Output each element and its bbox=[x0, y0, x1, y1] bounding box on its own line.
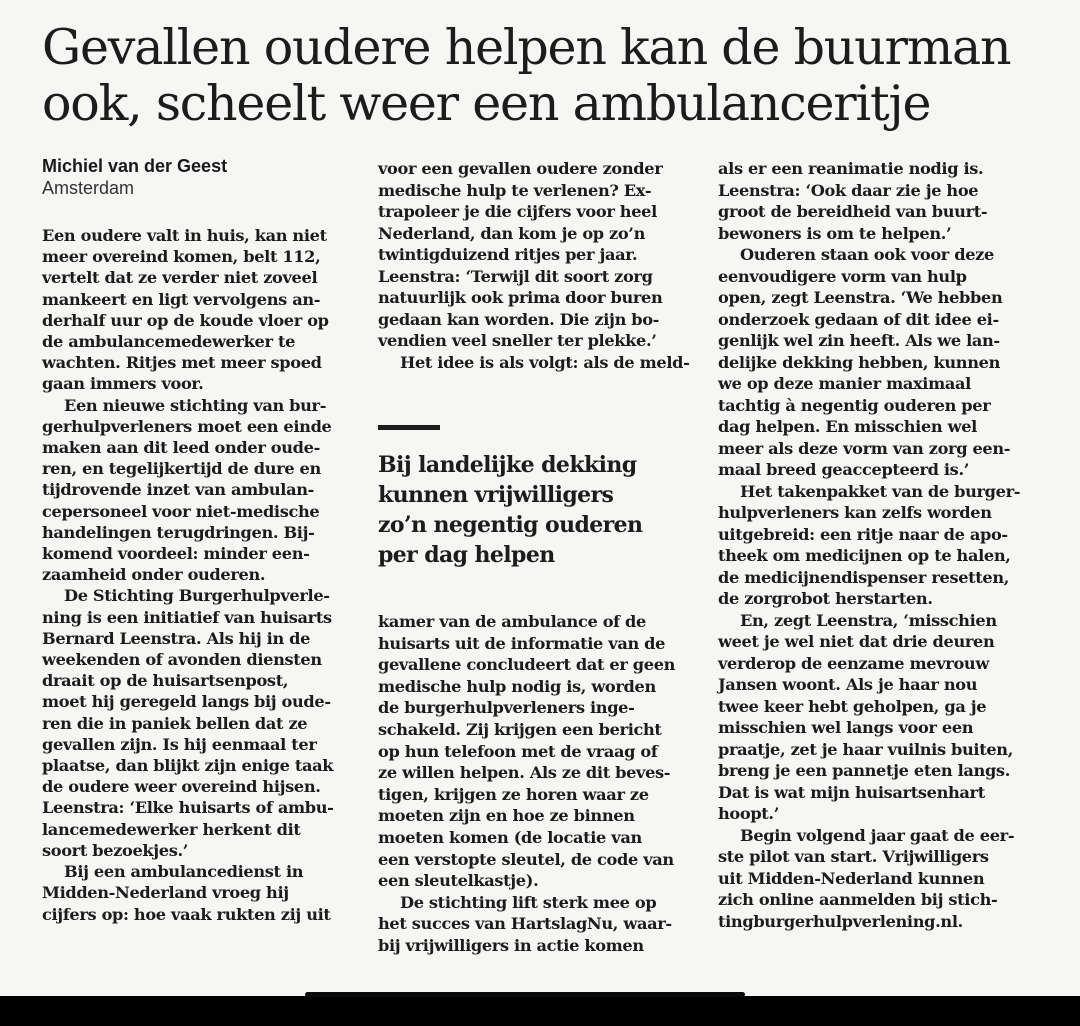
text-line: hoopt.’ bbox=[718, 804, 779, 823]
text-line: huisarts uit de informatie van de bbox=[378, 633, 666, 653]
text-line: trapoleer je die cijfers voor heel bbox=[378, 202, 657, 221]
text-line: twintigduizend ritjes per jaar. bbox=[378, 245, 638, 264]
text-line: kamer van de ambulance of de bbox=[378, 612, 646, 631]
text-line: Leenstra: ‘Ook daar zie je hoe bbox=[718, 180, 979, 200]
text-line: tigen, krijgen ze horen waar ze bbox=[378, 784, 649, 804]
text-line: gedaan kan worden. Die zijn bo- bbox=[378, 309, 660, 329]
headline-line: ook, scheelt weer een ambulanceritje bbox=[42, 75, 931, 132]
pull-quote-line: per dag helpen bbox=[378, 542, 555, 568]
text-line: de ambulancemedewerker te bbox=[42, 332, 296, 352]
text-line: De Stichting Burgerhulpverle- bbox=[64, 586, 330, 606]
text-line: Nederland, dan kom je op zo’n bbox=[378, 223, 646, 243]
headline-line: Gevallen oudere helpen kan de buurman bbox=[42, 19, 1011, 76]
text-line: natuurlijk ook prima door buren bbox=[378, 288, 663, 307]
text-line: Midden-Nederland vroeg hij bbox=[42, 883, 289, 903]
text-line: meer als deze vorm van zorg een- bbox=[718, 438, 1011, 458]
text-line: eenvoudigere vorm van hulp bbox=[718, 266, 967, 286]
text-line: komend voordeel: minder een- bbox=[42, 544, 310, 564]
text-line: tijdrovende inzet van ambulan- bbox=[42, 480, 315, 500]
text-line: de zorgrobot herstarten. bbox=[718, 589, 933, 608]
column-2-lower bbox=[378, 611, 688, 957]
column-2 bbox=[378, 158, 688, 373]
column-3-body bbox=[718, 158, 1028, 932]
text-line: Het takenpakket van de burger- bbox=[740, 481, 1021, 501]
text-line: Bij een ambulancedienst in bbox=[64, 862, 304, 882]
text-line: draait op de huisartsenpost, bbox=[42, 671, 289, 691]
text-line: plaatse, dan blijkt zijn enige taak bbox=[42, 756, 334, 776]
text-line: meer overeind komen, belt 112, bbox=[42, 247, 321, 267]
text-line: moet hij geregeld langs bij oude- bbox=[42, 692, 331, 712]
text-line: maal breed geaccepteerd is.’ bbox=[718, 460, 970, 479]
text-line: de burgerhulpverleners inge- bbox=[378, 698, 635, 718]
home-indicator[interactable] bbox=[305, 992, 745, 997]
text-line: het succes van HartslagNu, waar- bbox=[378, 914, 672, 934]
text-line: vendien veel sneller ter plekke.’ bbox=[378, 331, 657, 350]
text-line: Dat is wat mijn huisartsenhart bbox=[718, 782, 985, 802]
text-line: maken aan dit leed onder oude- bbox=[42, 438, 320, 458]
text-line: hulpverleners kan zelfs worden bbox=[718, 503, 992, 522]
text-line: tingburgerhulpverlening.nl. bbox=[718, 911, 963, 931]
text-line: misschien wel langs voor een bbox=[718, 718, 974, 737]
text-line: een sleutelkastje). bbox=[378, 871, 539, 891]
text-line: moeten komen (de locatie van bbox=[378, 827, 642, 847]
text-line: breng je een pannetje eten langs. bbox=[718, 761, 1010, 780]
text-line: ze willen helpen. Als ze dit beves- bbox=[378, 763, 671, 783]
pull-quote bbox=[378, 425, 688, 570]
text-line: delijke dekking hebben, kunnen bbox=[718, 352, 1000, 372]
text-line: ren, en tegelijkertijd de dure en bbox=[42, 459, 321, 479]
text-line: ning is een initiatief van huisarts bbox=[42, 607, 332, 627]
text-line: gerhulpverleners moet een einde bbox=[42, 416, 332, 436]
text-line: vertelt dat ze verder niet zoveel bbox=[42, 268, 318, 288]
author-name: Michiel van der Geest bbox=[42, 156, 228, 176]
author-location: Amsterdam bbox=[42, 178, 135, 198]
text-line: uitgebreid: een ritje naar de apo- bbox=[718, 524, 1008, 544]
text-line: weet je wel niet dat drie deuren bbox=[718, 632, 995, 651]
text-line: mankeert en ligt vervolgens an- bbox=[42, 289, 321, 309]
text-line: twee keer hebt geholpen, ga je bbox=[718, 696, 987, 716]
text-line: dag helpen. En misschien wel bbox=[718, 417, 977, 436]
text-line: verderop de eenzame mevrouw bbox=[718, 653, 989, 673]
text-line: op hun telefoon met de vraag of bbox=[378, 741, 658, 761]
column-1 bbox=[42, 155, 352, 925]
text-line: De stichting lift sterk mee op bbox=[400, 892, 657, 912]
text-line: weekenden of avonden diensten bbox=[42, 650, 322, 670]
text-line: moeten zijn en hoe ze binnen bbox=[378, 806, 635, 826]
text-line: open, zegt Leenstra. ‘We hebben bbox=[718, 288, 1003, 307]
text-line: bij vrijwilligers in actie komen bbox=[378, 935, 644, 955]
text-line: Een oudere valt in huis, kan niet bbox=[42, 226, 327, 245]
text-line: voor een gevallen oudere zonder bbox=[378, 159, 663, 178]
text-line: Ouderen staan ook voor deze bbox=[740, 245, 994, 264]
pull-quote-line: Bij landelijke dekking bbox=[378, 452, 637, 478]
text-line: medische hulp nodig is, worden bbox=[378, 676, 656, 696]
text-line: cepersoneel voor niet-medische bbox=[42, 501, 320, 521]
text-line: groot de bereidheid van buurt- bbox=[718, 202, 988, 221]
text-line: genlijk wel zin heeft. Als we lan- bbox=[718, 331, 1000, 350]
text-line: de medicijnendispenser resetten, bbox=[718, 567, 1010, 587]
text-line: als er een reanimatie nodig is. bbox=[718, 159, 984, 178]
text-line: zich online aanmelden bij stich- bbox=[718, 890, 998, 909]
pull-quote-line: kunnen vrijwilligers bbox=[378, 482, 614, 508]
text-line: onderzoek gedaan of dit idee ei- bbox=[718, 309, 999, 329]
text-line: Bernard Leenstra. Als hij in de bbox=[42, 628, 311, 648]
text-line: we op deze manier maximaal bbox=[718, 374, 971, 393]
column-3 bbox=[718, 158, 1028, 932]
column-1-body bbox=[42, 225, 352, 925]
text-line: schakeld. Zij krijgen een bericht bbox=[378, 719, 662, 739]
text-line: ren die in paniek bellen dat ze bbox=[42, 713, 308, 733]
text-line: een verstopte sleutel, de code van bbox=[378, 849, 674, 869]
text-line: gevallen zijn. Is hij eenmaal ter bbox=[42, 734, 317, 754]
text-line: Een nieuwe stichting van bur- bbox=[64, 395, 327, 415]
text-line: cijfers op: hoe vaak rukten zij uit bbox=[42, 904, 331, 924]
text-line: Jansen woont. Als je haar nou bbox=[718, 675, 978, 694]
pull-quote-line: zo’n negentig ouderen bbox=[378, 512, 643, 538]
text-line: gaan immers voor. bbox=[42, 374, 204, 394]
column-2-body-bottom bbox=[378, 611, 688, 957]
text-line: Begin volgend jaar gaat de eer- bbox=[740, 825, 1015, 845]
text-line: de oudere weer overeind hijsen. bbox=[42, 777, 321, 797]
text-line: Leenstra: ‘Elke huisarts of ambu- bbox=[42, 798, 334, 818]
text-line: praatje, zet je haar vuilnis buiten, bbox=[718, 739, 1013, 759]
text-line: soort bezoekjes.’ bbox=[42, 840, 189, 860]
text-line: tachtig à negentig ouderen per bbox=[718, 395, 991, 415]
text-line: Leenstra: ‘Terwijl dit soort zorg bbox=[378, 266, 653, 286]
text-line: derhalf uur op de koude vloer op bbox=[42, 310, 329, 330]
text-line: wachten. Ritjes met meer spoed bbox=[42, 353, 322, 373]
column-2-body-top bbox=[378, 158, 688, 373]
text-line: medische hulp te verlenen? Ex- bbox=[378, 180, 652, 200]
text-line: uit Midden-Nederland kunnen bbox=[718, 868, 985, 888]
text-line: handelingen terugdringen. Bij- bbox=[42, 522, 315, 542]
pull-quote-rule bbox=[378, 425, 440, 430]
text-line: lancemedewerker herkent dit bbox=[42, 819, 301, 839]
text-line: theek om medicijnen op te halen, bbox=[718, 546, 1011, 565]
article-headline bbox=[42, 20, 1052, 132]
text-line: ste pilot van start. Vrijwilligers bbox=[718, 847, 989, 866]
text-line: gevallene concludeert dat er geen bbox=[378, 655, 676, 675]
text-line: bewoners is om te helpen.’ bbox=[718, 223, 952, 243]
text-line: En, zegt Leenstra, ‘misschien bbox=[740, 610, 997, 630]
text-line: Het idee is als volgt: als de meld- bbox=[400, 352, 690, 372]
system-bottom-bar bbox=[0, 996, 1080, 1026]
text-line: zaamheid onder ouderen. bbox=[42, 565, 266, 585]
